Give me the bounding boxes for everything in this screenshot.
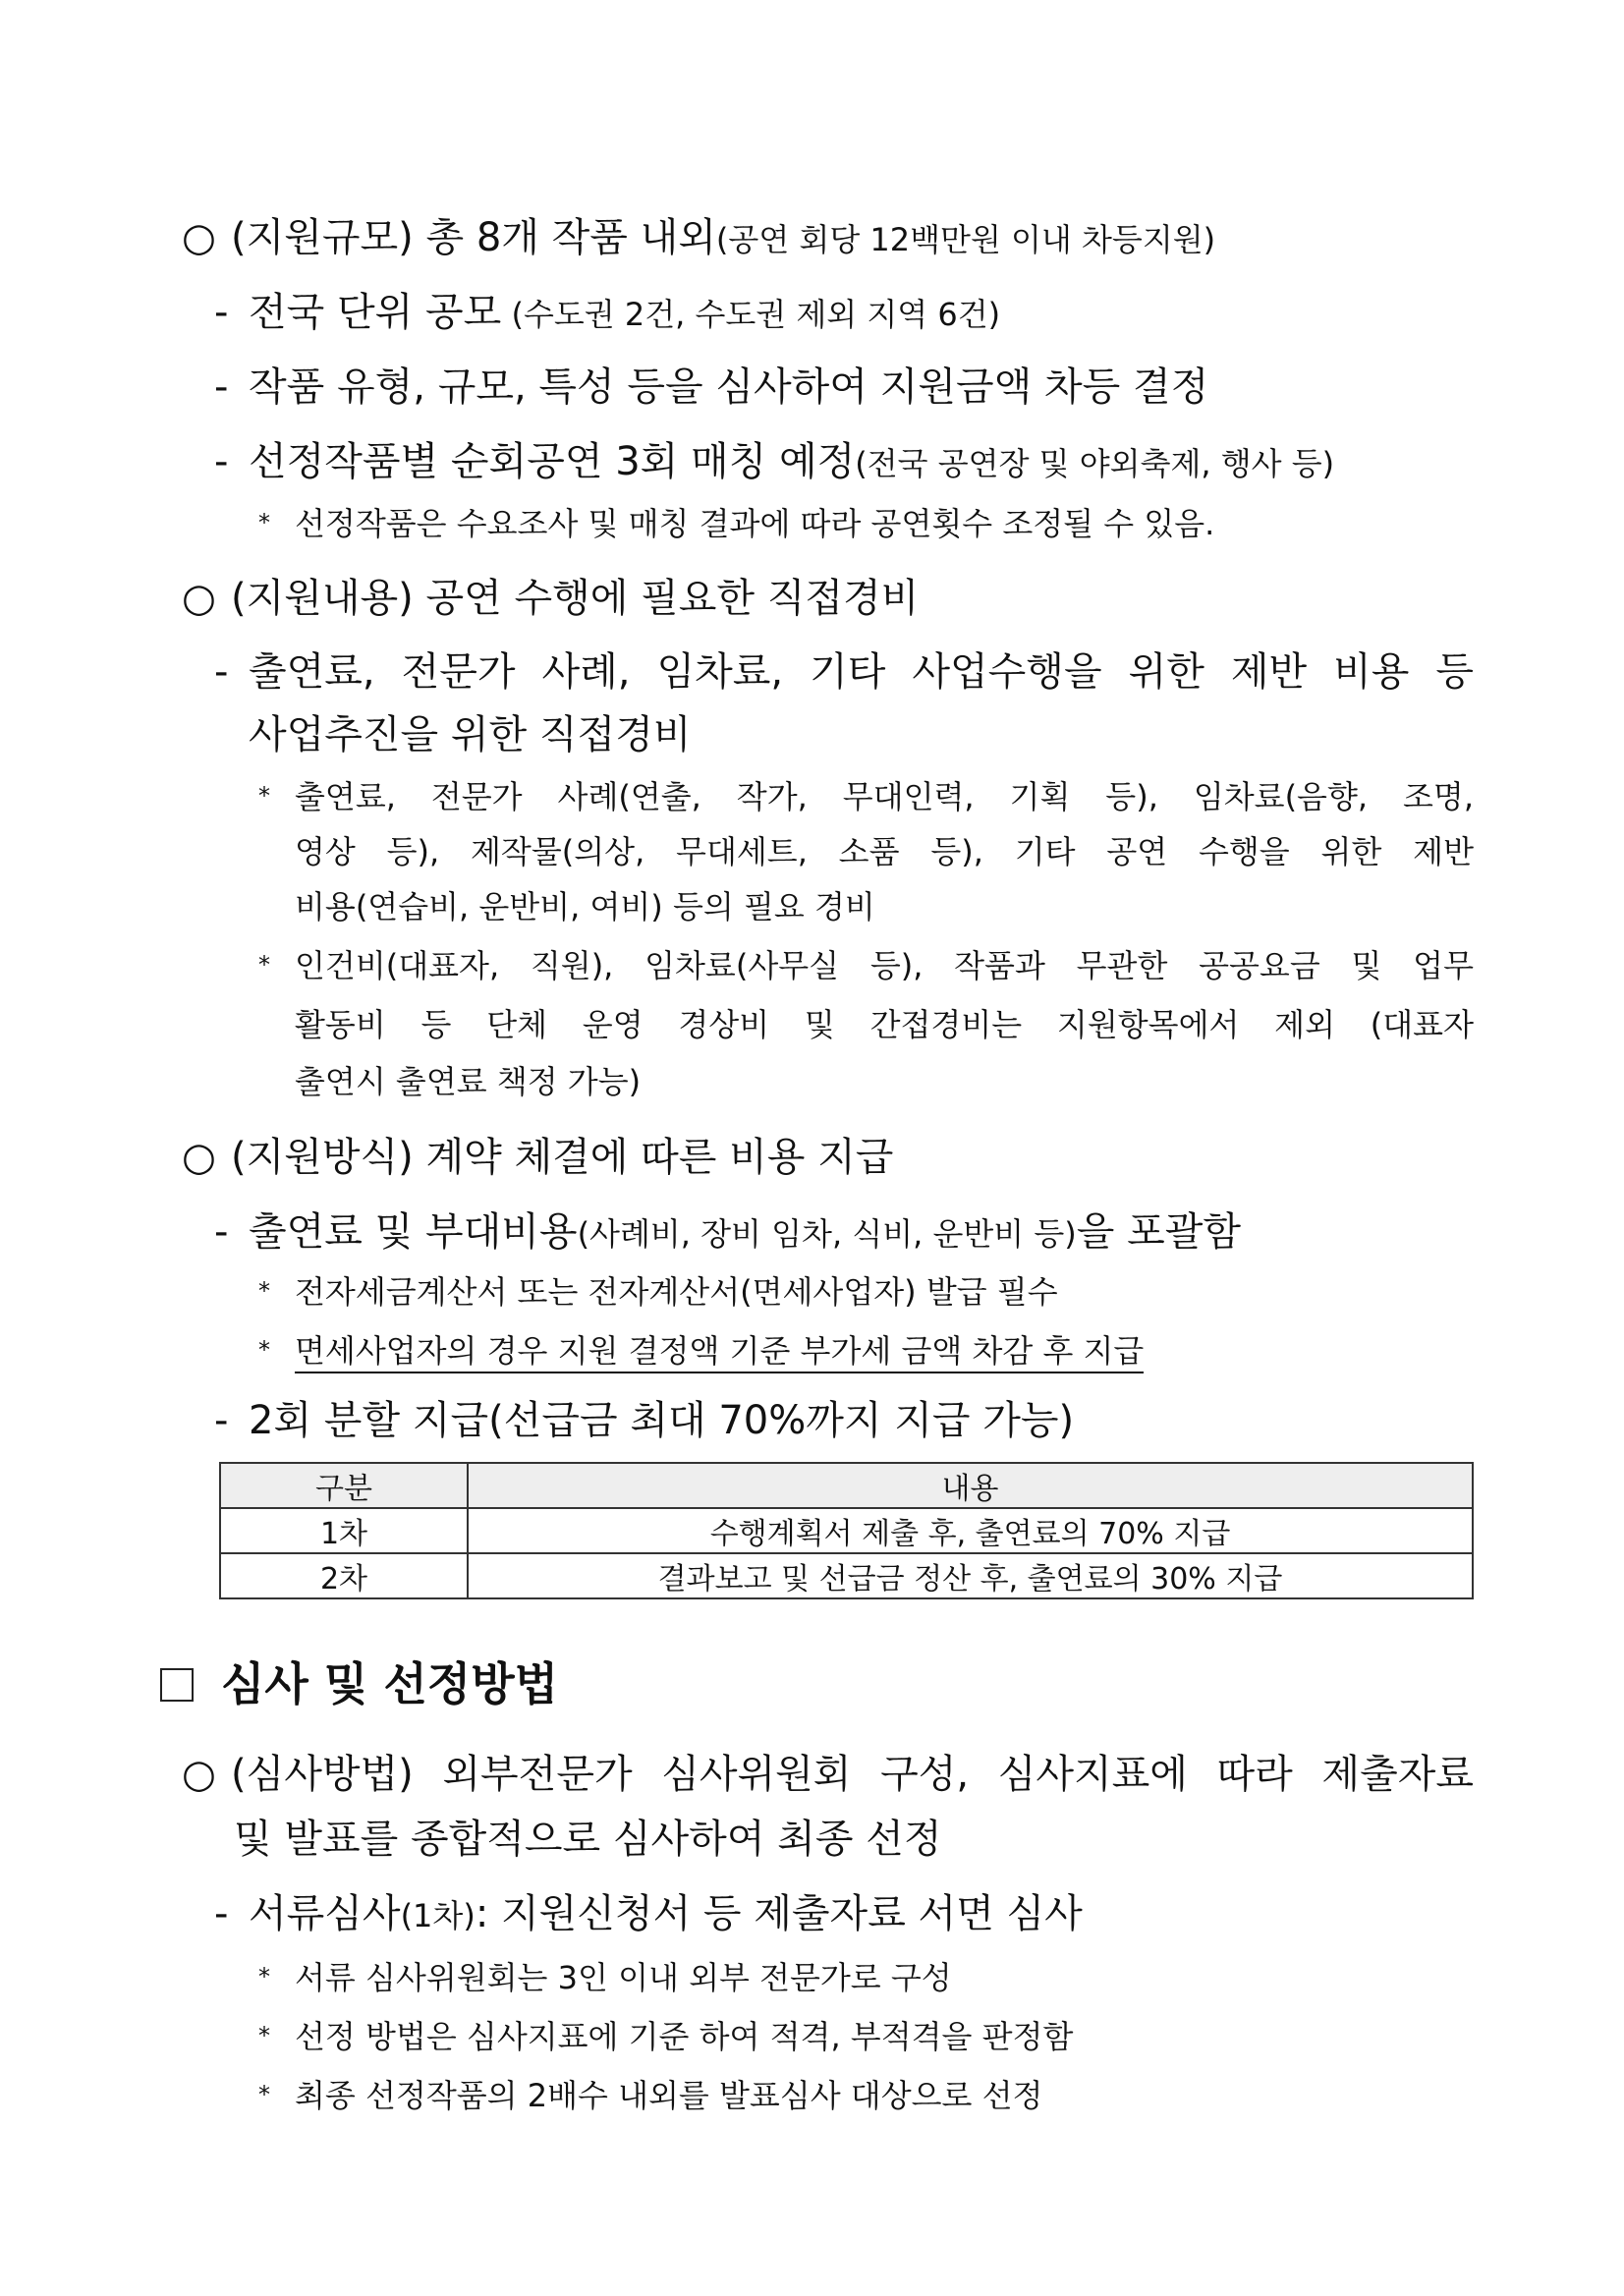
- support-method-item-2: [214, 1389, 1074, 1445]
- circle-bullet-icon: ○: [182, 1135, 216, 1180]
- asterisk-note-icon: *: [258, 1963, 270, 1990]
- support-content-heading: [182, 567, 919, 623]
- circle-bullet-icon: ○: [182, 215, 216, 260]
- support-method-item-1-lead: 출연료 및 부대비용: [249, 1209, 578, 1255]
- support-content-note-2-line-3: 출연시 출연료 책정 가능): [295, 1063, 642, 1100]
- square-bullet-icon: [160, 1668, 194, 1702]
- dash-bullet-icon: -: [214, 364, 229, 410]
- support-content-note-1-text-1: 출연료, 전문가 사례(연출, 작가, 무대인력, 기획 등), 임차료(음향, 조명,: [295, 778, 1474, 815]
- support-scale-item-1-detail: (수도권 2건, 수도권 제외 지역 6건): [501, 296, 1001, 333]
- payment-schedule-table: [219, 1462, 1474, 1599]
- table-cell-category: 1차: [220, 1508, 468, 1553]
- dash-bullet-icon: -: [214, 649, 229, 695]
- support-content-note-2-line-1: [258, 941, 1474, 986]
- dash-bullet-icon: -: [214, 1398, 229, 1443]
- support-scale-item-1: [214, 281, 1000, 337]
- table-row: [220, 1508, 1473, 1553]
- review-method-line-2: 및 발표를 종합적으로 심사하여 최종 선정: [234, 1817, 942, 1862]
- support-content-item-line-2: 사업추진을 위한 직접경비: [249, 712, 692, 757]
- support-content-note-2-text-1: 인건비(대표자, 직원), 임차료(사무실 등), 작품과 무관한 공공요금 및 업무: [295, 947, 1474, 984]
- support-content-lead: (지원내용) 공연 수행에 필요한 직접경비: [231, 576, 920, 621]
- table-row: [220, 1553, 1473, 1598]
- review-method-item-tail: : 지원신청서 등 제출자료 서면 심사: [475, 1891, 1083, 1936]
- review-method-note-2: [258, 2012, 1073, 2057]
- support-method-note-2-text: 면세사업자의 경우 지원 결정액 기준 부가세 금액 차감 후 지급: [295, 1332, 1144, 1373]
- support-method-note-1-text: 전자세금계산서 또는 전자계산서(면세사업자) 발급 필수: [295, 1273, 1058, 1311]
- asterisk-note-icon: *: [258, 951, 270, 979]
- dash-bullet-icon: -: [214, 290, 229, 335]
- asterisk-note-icon: *: [258, 1336, 270, 1364]
- table-cell-content: 결과보고 및 선급금 정산 후, 출연료의 30% 지급: [468, 1553, 1473, 1598]
- support-method-item-1-tail: 을 포괄함: [1076, 1209, 1242, 1255]
- review-method-note-1: [258, 1953, 952, 1998]
- support-scale-item-2: [214, 356, 1208, 412]
- table-header-category: 구분: [220, 1463, 468, 1508]
- dash-bullet-icon: -: [214, 1209, 229, 1255]
- support-content-note-1-line-3: 비용(연습비, 운반비, 여비) 등의 필요 경비: [295, 888, 875, 925]
- table-header-row: [220, 1463, 1473, 1508]
- asterisk-note-icon: *: [258, 1277, 270, 1305]
- support-method-item-1: [214, 1201, 1241, 1257]
- support-scale-lead: (지원규모) 총 8개 작품 내외: [231, 215, 716, 260]
- support-content-note-1-line-2: 영상 등), 제작물(의상, 무대세트, 소품 등), 기타 공연 수행을 위한 제반: [295, 833, 1474, 870]
- review-method-note-3: [258, 2071, 1042, 2116]
- asterisk-note-icon: *: [258, 2022, 270, 2049]
- section-review-title: 심사 및 선정방법: [221, 1657, 559, 1710]
- review-method-item: [214, 1882, 1083, 1938]
- table-cell-content: 수행계획서 제출 후, 출연료의 70% 지급: [468, 1508, 1473, 1553]
- support-method-lead: (지원방식) 계약 체결에 따른 비용 지급: [231, 1135, 894, 1180]
- section-heading-review: [160, 1649, 558, 1713]
- support-method-note-2: [258, 1326, 1144, 1372]
- support-scale-note: [258, 499, 1214, 544]
- circle-bullet-icon: ○: [182, 1752, 216, 1797]
- support-scale-heading: [182, 206, 1215, 262]
- review-method-line-1-text: (심사방법) 외부전문가 심사위원회 구성, 심사지표에 따라 제출자료: [231, 1752, 1474, 1797]
- review-method-item-detail: (1차): [400, 1897, 476, 1934]
- review-method-item-lead: 서류심사: [249, 1891, 401, 1936]
- support-content-note-1-line-1: [258, 772, 1474, 817]
- support-content-note-2-line-2: 활동비 등 단체 운영 경상비 및 간접경비는 지원항목에서 제외 (대표자: [295, 1006, 1474, 1043]
- support-scale-item-3-lead: 선정작품별 순회공연 3회 매칭 예정: [249, 439, 856, 484]
- review-method-note-1-text: 서류 심사위원회는 3인 이내 외부 전문가로 구성: [295, 1959, 952, 1996]
- support-method-heading: [182, 1126, 893, 1182]
- support-scale-note-text: 선정작품은 수요조사 및 매칭 결과에 따라 공연횟수 조정될 수 있음.: [295, 505, 1215, 542]
- table-cell-category: 2차: [220, 1553, 468, 1598]
- support-scale-item-2-lead: 작품 유형, 규모, 특성 등을 심사하여 지원금액 차등 결정: [249, 364, 1209, 410]
- support-scale-item-1-lead: 전국 단위 공모: [249, 290, 502, 335]
- review-method-note-3-text: 최종 선정작품의 2배수 내외를 발표심사 대상으로 선정: [295, 2077, 1043, 2114]
- support-scale-item-3: [214, 430, 1334, 486]
- asterisk-note-icon: *: [258, 509, 270, 536]
- dash-bullet-icon: -: [214, 439, 229, 484]
- support-scale-item-3-detail: (전국 공연장 및 야외축제, 행사 등): [855, 445, 1335, 482]
- review-method-line-1: [182, 1743, 1474, 1799]
- dash-bullet-icon: -: [214, 1891, 229, 1936]
- support-method-item-2-text: 2회 분할 지급(선급금 최대 70%까지 지급 가능): [249, 1398, 1075, 1443]
- support-method-item-1-detail: (사례비, 장비 임차, 식비, 운반비 등): [577, 1215, 1077, 1253]
- review-method-note-2-text: 선정 방법은 심사지표에 기준 하여 적격, 부적격을 판정함: [295, 2018, 1074, 2055]
- circle-bullet-icon: ○: [182, 576, 216, 621]
- support-content-item-text-1: 출연료, 전문가 사례, 임차료, 기타 사업수행을 위한 제반 비용 등: [249, 649, 1474, 695]
- support-content-item-line-1: [214, 641, 1474, 697]
- asterisk-note-icon: *: [258, 2081, 270, 2108]
- table-header-content: 내용: [468, 1463, 1473, 1508]
- asterisk-note-icon: *: [258, 782, 270, 810]
- support-scale-detail: (공연 회당 12백만원 이내 차등지원): [715, 221, 1216, 258]
- support-method-note-1: [258, 1267, 1058, 1313]
